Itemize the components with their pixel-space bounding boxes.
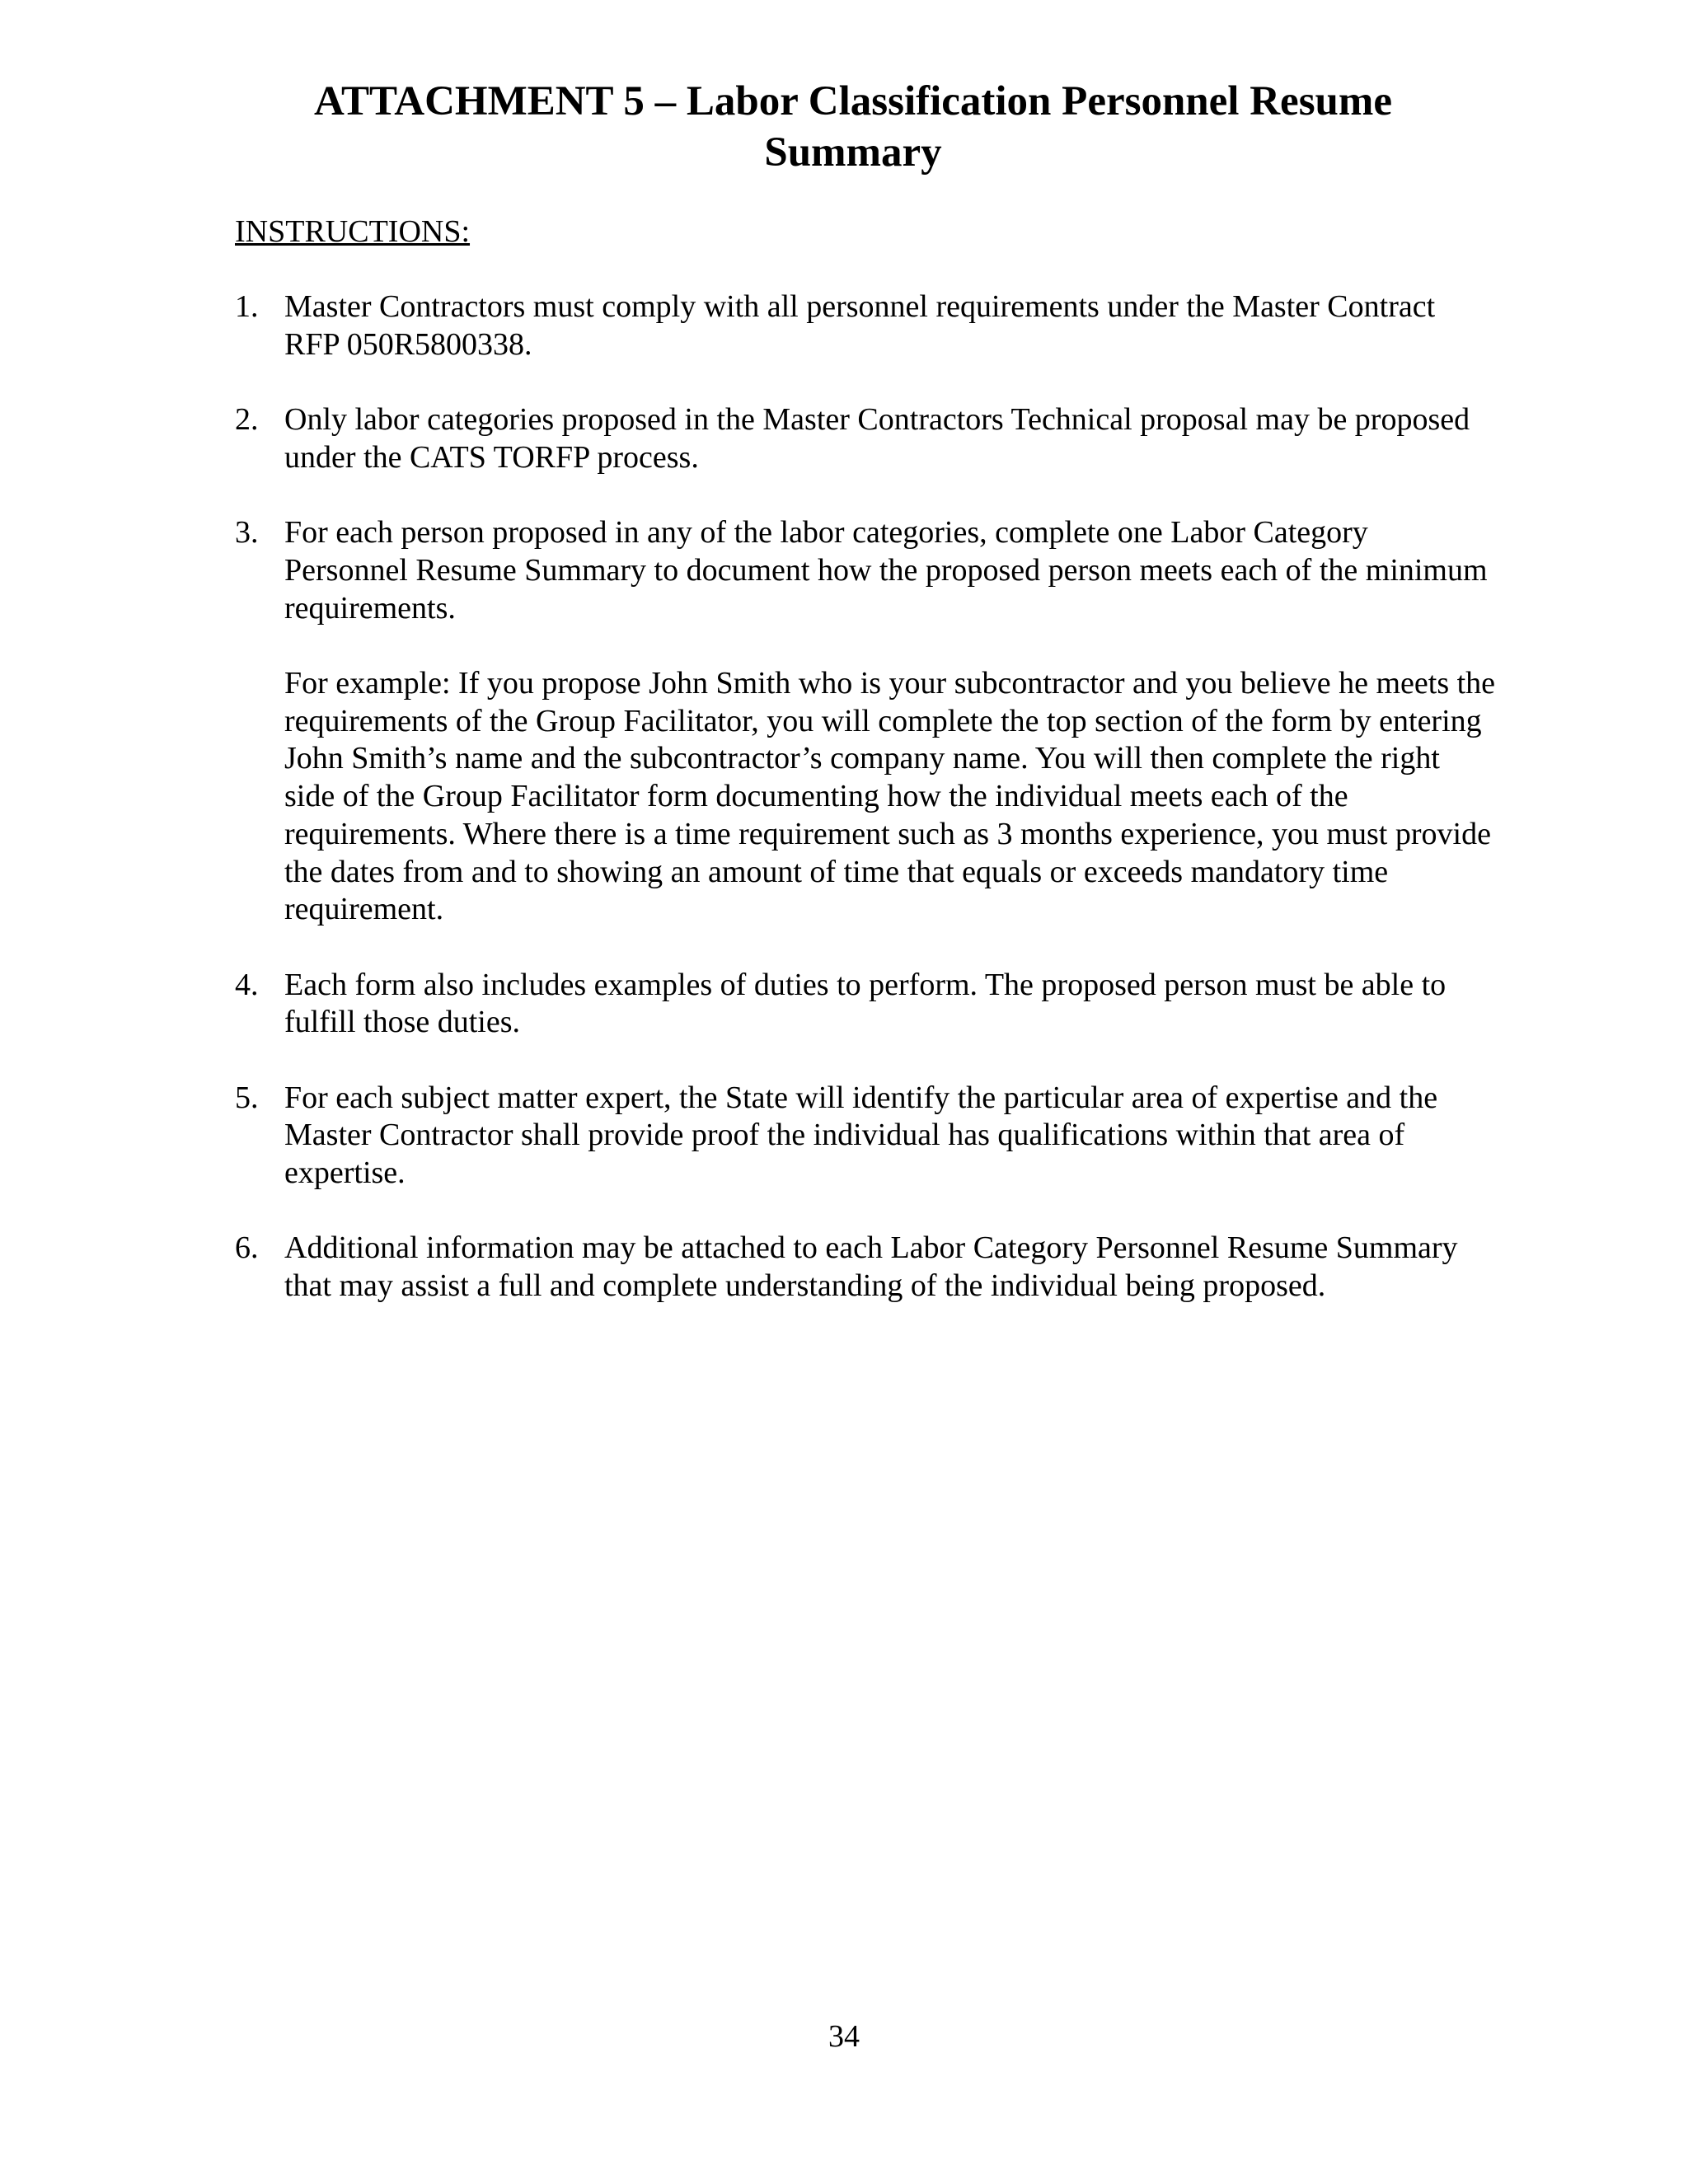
item-number: 6. — [235, 1230, 259, 1266]
instruction-item-3 — [235, 514, 1496, 929]
item-number: 1. — [235, 289, 259, 324]
page-number: 34 — [828, 2019, 860, 2054]
item-text: Master Contractors must comply with all personnel requirements under the Master Contract RFP 050R5800338. — [284, 289, 1436, 362]
item-example: For example: If you propose John Smith who is your subcontractor and you believe he meets the requirements of the Group Facilitator, you will complete the top section of the form by entering John Smith’s name and the subcontractor’s company name. You will then complete the right side of the Group Facilitator form documenting how the individual meets each of the requirements. Where there is a time requirement such as 3 months experience, you must provide the dates from and to showing an amount of time that equals or exceeds mandatory time requirement. — [284, 665, 1496, 927]
title-line-2: Summary — [764, 129, 942, 176]
item-text: Each form also includes examples of duties to perform. The proposed person must be able to fulfill those duties. — [284, 967, 1447, 1040]
item-number: 4. — [235, 967, 259, 1002]
instructions-list — [235, 288, 1496, 1343]
item-number: 3. — [235, 515, 259, 551]
title-line-1: ATTACHMENT 5 – Labor Classification Personnel Resume — [313, 78, 1393, 124]
instruction-item-4 — [235, 967, 1496, 1042]
item-text: For each subject matter expert, the State will identify the particular area of expertise and the Master Contractor shall provide proof the individual has qualifications within that area of expertise. — [284, 1080, 1438, 1191]
item-number: 2. — [235, 402, 259, 438]
document-title — [235, 76, 1471, 178]
instructions-heading: INSTRUCTIONS: — [235, 214, 471, 249]
instruction-item-2 — [235, 401, 1496, 476]
instruction-item-6 — [235, 1230, 1496, 1305]
instruction-item-5 — [235, 1080, 1496, 1193]
instruction-item-1 — [235, 288, 1496, 363]
item-text: For each person proposed in any of the labor categories, complete one Labor Category Personnel Resume Summary to document how the proposed person meets each of the minimum requirements. — [284, 515, 1488, 626]
item-text: Additional information may be attached to each Labor Category Personnel Resume Summary that may assist a full and complete understanding of the individual being proposed. — [284, 1230, 1458, 1304]
item-number: 5. — [235, 1080, 259, 1115]
item-text: Only labor categories proposed in the Master Contractors Technical proposal may be proposed under the CATS TORFP process. — [284, 402, 1470, 475]
